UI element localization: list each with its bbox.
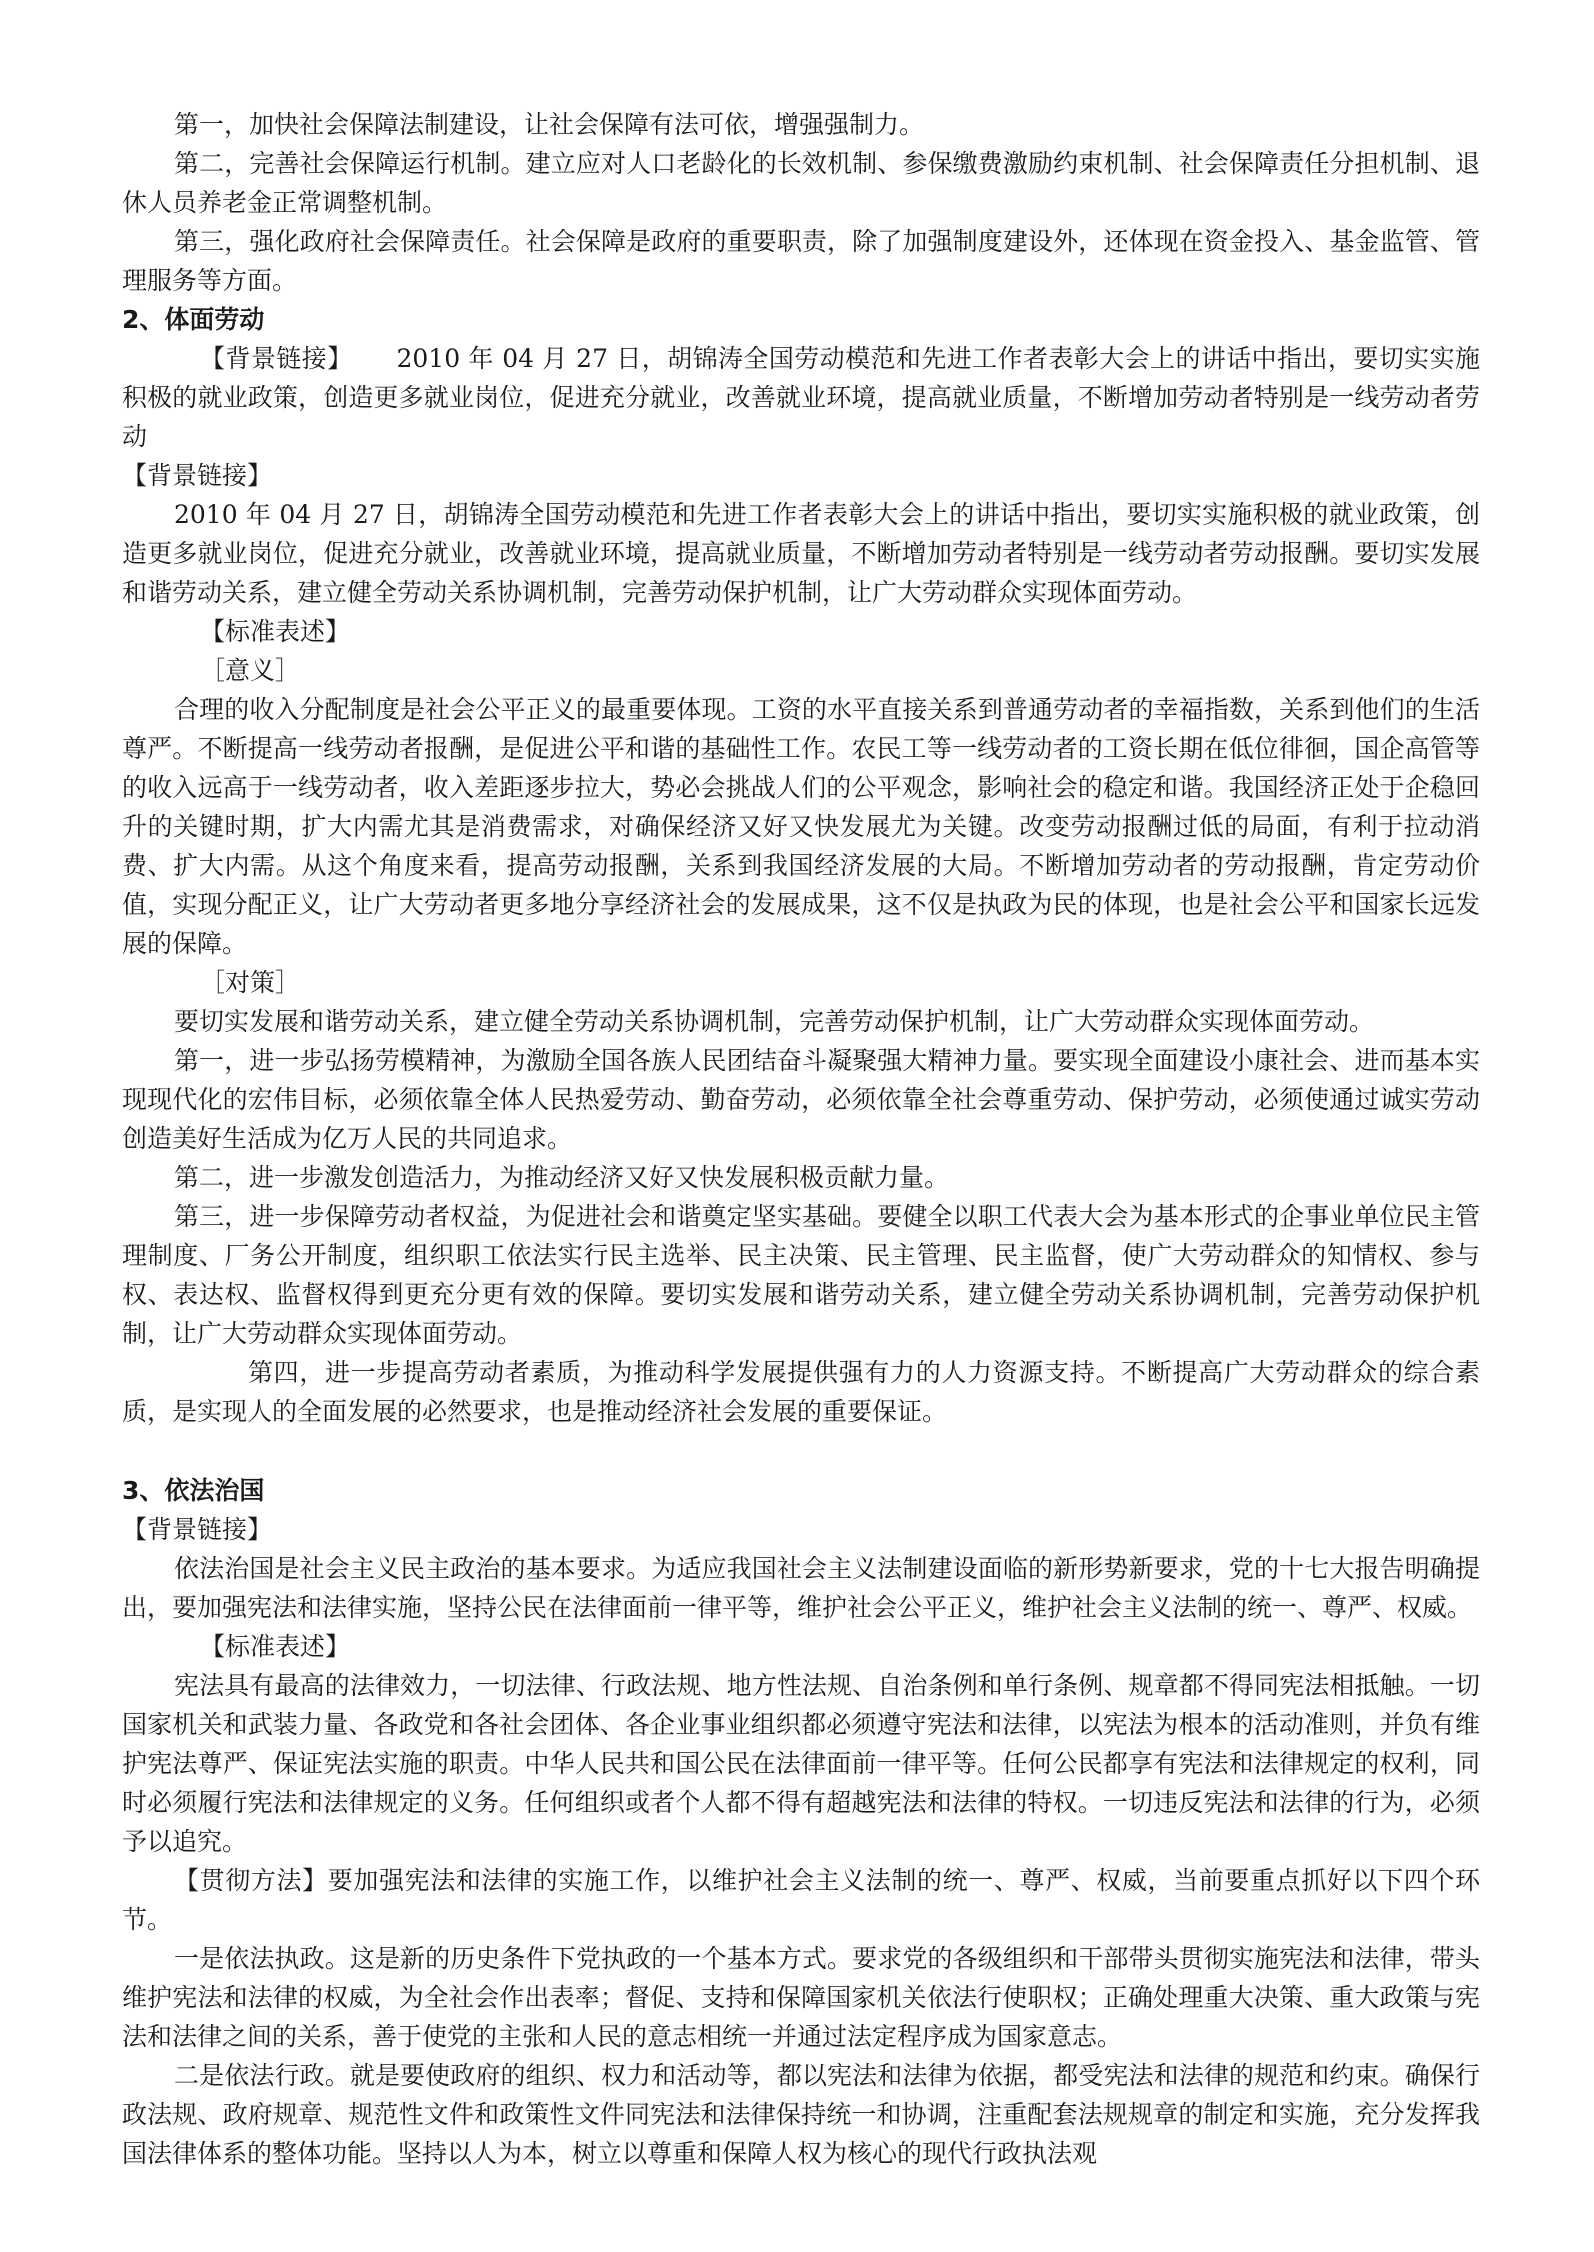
- social-security-item-3: 第三，强化政府社会保障责任。社会保障是政府的重要职责，除了加强制度建设外，还体现在资金投入、基金监管、管理服务等方面。: [122, 227, 1480, 295]
- social-security-item-1: 第一，加快社会保障法制建设，让社会保障有法可依，增强强制力。: [174, 110, 925, 139]
- standard-statement-label: 【标准表述】: [200, 1632, 351, 1661]
- standard-statement-label: 【标准表述】: [200, 617, 351, 646]
- background-inline-text: 2010 年 04 月 27 日，胡锦涛全国劳动模范和先进工作者表彰大会上的讲话中指出，要切实实施积极的就业政策，创造更多就业岗位，促进充分就业，改善就业环境，提高就业质量，不断增加劳动者特别是一线劳动者劳动: [122, 344, 1480, 451]
- rule-of-law-background-text: 依法治国是社会主义民主政治的基本要求。为适应我国社会主义法制建设面临的新形势新要求，党的十七大报告明确提出，要加强宪法和法律实施，坚持公民在法律面前一律平等，维护社会公平正义，维护社会主义法制的统一、尊严、权威。: [122, 1554, 1480, 1622]
- standard-statement-text: 宪法具有最高的法律效力，一切法律、行政法规、地方性法规、自治条例和单行条例、规章都不得同宪法相抵触。一切国家机关和武装力量、各政党和各社会团体、各企业事业组织都必须遵守宪法和法律，以宪法为根本的活动准则，并负有维护宪法尊严、保证宪法实施的职责。中华人民共和国公民在法律面前一律平等。任何公民都享有宪法和法律规定的权利，同时必须履行宪法和法律规定的义务。任何组织或者个人都不得有超越宪法和法律的特权。一切违反宪法和法律的行为，必须予以追究。: [122, 1671, 1480, 1856]
- measure-item-4: 第四，进一步提高劳动者素质，为推动科学发展提供强有力的人力资源支持。不断提高广大劳动群众的综合素质，是实现人的全面发展的必然要求，也是推动经济社会发展的重要保证。: [122, 1358, 1480, 1426]
- measure-item-1: 第一，进一步弘扬劳模精神，为激励全国各族人民团结奋斗凝聚强大精神力量。要实现全面建设小康社会、进而基本实现现代化的宏伟目标，必须依靠全体人民热爱劳动、勤奋劳动，必须依靠全社会尊重劳动、保护劳动，必须使通过诚实劳动创造美好生活成为亿万人民的共同追求。: [122, 1046, 1480, 1153]
- decent-labor-background-inline: [122, 339, 1480, 456]
- background-link-label: 【背景链接】: [122, 1515, 273, 1544]
- section-spacer: [122, 1431, 1480, 1471]
- implementation-method-text: 要加强宪法和法律的实施工作，以维护社会主义法制的统一、尊严、权威，当前要重点抓好以下四个环节。: [122, 1866, 1480, 1934]
- method-item-1: 一是依法执政。这是新的历史条件下党执政的一个基本方式。要求党的各级组织和干部带头贯彻实施宪法和法律，带头维护宪法和法律的权威，为全社会作出表率；督促、支持和保障国家机关依法行使职权；正确处理重大决策、重大政策与宪法和法律之间的关系，善于使党的主张和人民的意志相统一并通过法定程序成为国家意志。: [122, 1944, 1480, 2051]
- background-link-label: 【背景链接】: [200, 344, 353, 373]
- measure-item-3: 第三，进一步保障劳动者权益，为促进社会和谐奠定坚实基础。要健全以职工代表大会为基本形式的企事业单位民主管理制度、厂务公开制度，组织职工依法实行民主选举、民主决策、民主管理、民主监督，使广大劳动群众的知情权、参与权、表达权、监督权得到更充分更有效的保障。要切实发展和谐劳动关系，建立健全劳动关系协调机制，完善劳动保护机制，让广大劳动群众实现体面劳动。: [122, 1202, 1480, 1348]
- measures-label: ［对策］: [200, 968, 301, 997]
- section-heading-decent-labor: 2、体面劳动: [122, 305, 265, 334]
- implementation-method-label: 【贯彻方法】: [174, 1866, 328, 1895]
- method-item-2: 二是依法行政。就是要使政府的组织、权力和活动等，都以宪法和法律为依据，都受宪法和法律的规范和约束。确保行政法规、政府规章、规范性文件和政策性文件同宪法和法律保持统一和协调，注重配套法规规章的制定和实施，充分发挥我国法律体系的整体功能。坚持以人为本，树立以尊重和保障人权为核心的现代行政执法观: [122, 2061, 1480, 2168]
- section-heading-rule-of-law: 3、依法治国: [122, 1476, 265, 1505]
- measures-intro: 要切实发展和谐劳动关系，建立健全劳动关系协调机制，完善劳动保护机制，让广大劳动群众实现体面劳动。: [174, 1007, 1375, 1036]
- significance-label: ［意义］: [200, 656, 301, 685]
- measure-item-2: 第二，进一步激发创造活力，为推动经济又好又快发展积极贡献力量。: [174, 1163, 950, 1192]
- background-link-label: 【背景链接】: [122, 461, 273, 490]
- implementation-method: [122, 1861, 1480, 1939]
- social-security-item-2: 第二，完善社会保障运行机制。建立应对人口老龄化的长效机制、参保缴费激励约束机制、社会保障责任分担机制、退休人员养老金正常调整机制。: [122, 149, 1480, 217]
- significance-text: 合理的收入分配制度是社会公平正义的最重要体现。工资的水平直接关系到普通劳动者的幸福指数，关系到他们的生活尊严。不断提高一线劳动者报酬，是促进公平和谐的基础性工作。农民工等一线劳动者的工资长期在低位徘徊，国企高管等的收入远高于一线劳动者，收入差距逐步拉大，势必会挑战人们的公平观念，影响社会的稳定和谐。我国经济正处于企稳回升的关键时期，扩大内需尤其是消费需求，对确保经济又好又快发展尤为关键。改变劳动报酬过低的局面，有利于拉动消费、扩大内需。从这个角度来看，提高劳动报酬，关系到我国经济发展的大局。不断增加劳动者的劳动报酬，肯定劳动价值，实现分配正义，让广大劳动者更多地分享经济社会的发展成果，这不仅是执政为民的体现，也是社会公平和国家长远发展的保障。: [122, 695, 1480, 958]
- decent-labor-background-text: 2010 年 04 月 27 日，胡锦涛全国劳动模范和先进工作者表彰大会上的讲话中指出，要切实实施积极的就业政策，创造更多就业岗位，促进充分就业，改善就业环境，提高就业质量，不断增加劳动者特别是一线劳动者劳动报酬。要切实发展和谐劳动关系，建立健全劳动关系协调机制，完善劳动保护机制，让广大劳动群众实现体面劳动。: [122, 500, 1480, 607]
